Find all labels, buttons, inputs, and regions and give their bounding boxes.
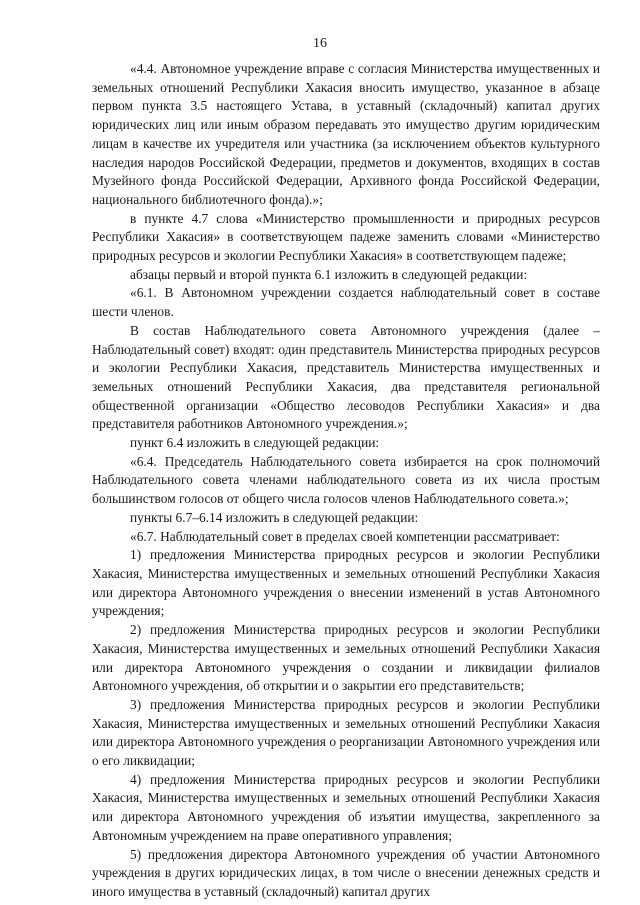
list-item-3: 3) предложения Министерства природных ресурсов и экологии Республики Хакасия, Министерства имущественных и земельных отношений Республики Хакасия или директора Автономного учреждения о реорганизации Автономного учреждения или о его ликвидации; [92, 696, 600, 769]
page-number: 16 [313, 36, 327, 51]
document-body [92, 60, 600, 902]
paragraph-6-7: «6.7. Наблюдательный совет в пределах своей компетенции рассматривает: [130, 528, 560, 544]
paragraph-6-4-intro: пункт 6.4 изложить в следующей редакции: [130, 435, 380, 451]
list-item-5: 5) предложения директора Автономного учреждения об участии Автономного учреждения в других юридических лицах, в том числе о внесении денежных средств и иного имущества в уставный (складочный) капитал других [92, 846, 600, 899]
paragraph-6-4: «6.4. Председатель Наблюдательного совета избирается на срок полномочий Наблюдательного совета членами наблюдательного совета из их числа простым большинством голосов от общего числа голосов членов Наблюдательного совета.»; [92, 453, 600, 507]
list-item-1: 1) предложения Министерства природных ресурсов и экологии Республики Хакасия, Министерства имущественных и земельных отношений Республики Хакасия или директора Автономного учреждения о внесении изменений в устав Автономного учреждения; [92, 547, 600, 619]
paragraph-6-7-intro: пункты 6.7–6.14 изложить в следующей редакции: [130, 509, 419, 525]
paragraph-4-4: «4.4. Автономное учреждение вправе с согласия Министерства имущественных и земельных отношений Республики Хакасия вносить имущество, указанное в абзаце первом пункта 3.5 настоящего Устава, в уставный (складочный) капитал других юридических лиц или иным образом передавать это имущество другим юридическим лицам в качестве их учредителя или участника (за исключением объектов культурного наследия народов Российской Федерации, предметов и документов, входящих в состав Музейного фонда Российской Федерации, Архивного фонда Российской Федерации, национального библиотечного фонда).»; [92, 61, 600, 207]
paragraph-6-1-composition: В состав Наблюдательного совета Автономного учреждения (далее – Наблюдательный совет) входят: один представитель Министерства природных ресурсов и экологии Республики Хакасия, представитель Министерства имущественных и земельных отношений Республики Хакасия, два представителя региональной общественной организации «Общество лесоводов Республики Хакасия» и два представителя работников Автономного учреждения.»; [92, 322, 600, 432]
paragraph-6-1: «6.1. В Автономном учреждении создается наблюдательный совет в составе шести членов. [92, 285, 600, 320]
list-item-2: 2) предложения Министерства природных ресурсов и экологии Республики Хакасия, Министерства имущественных и земельных отношений Республики Хакасия или директора Автономного учреждения о создании и ликвидации филиалов Автономного учреждения, об открытии и о закрытии его представительств; [92, 622, 600, 694]
paragraph-6-1-intro: абзацы первый и второй пункта 6.1 изложить в следующей редакции: [130, 266, 528, 282]
list-item-4: 4) предложения Министерства природных ресурсов и экологии Республики Хакасия, Министерства имущественных и земельных отношений Республики Хакасия или директора Автономного учреждения об изъятии имущества, закрепленного за Автономным учреждением на праве оперативного управления; [92, 771, 600, 843]
paragraph-4-7-amendment: в пункте 4.7 слова «Министерство промышленности и природных ресурсов Республики Хакасия» в соответствующем падеже заменить словами «Министерство природных ресурсов и экологии Республики Хакасия» в соответствующем падеже; [92, 210, 600, 264]
